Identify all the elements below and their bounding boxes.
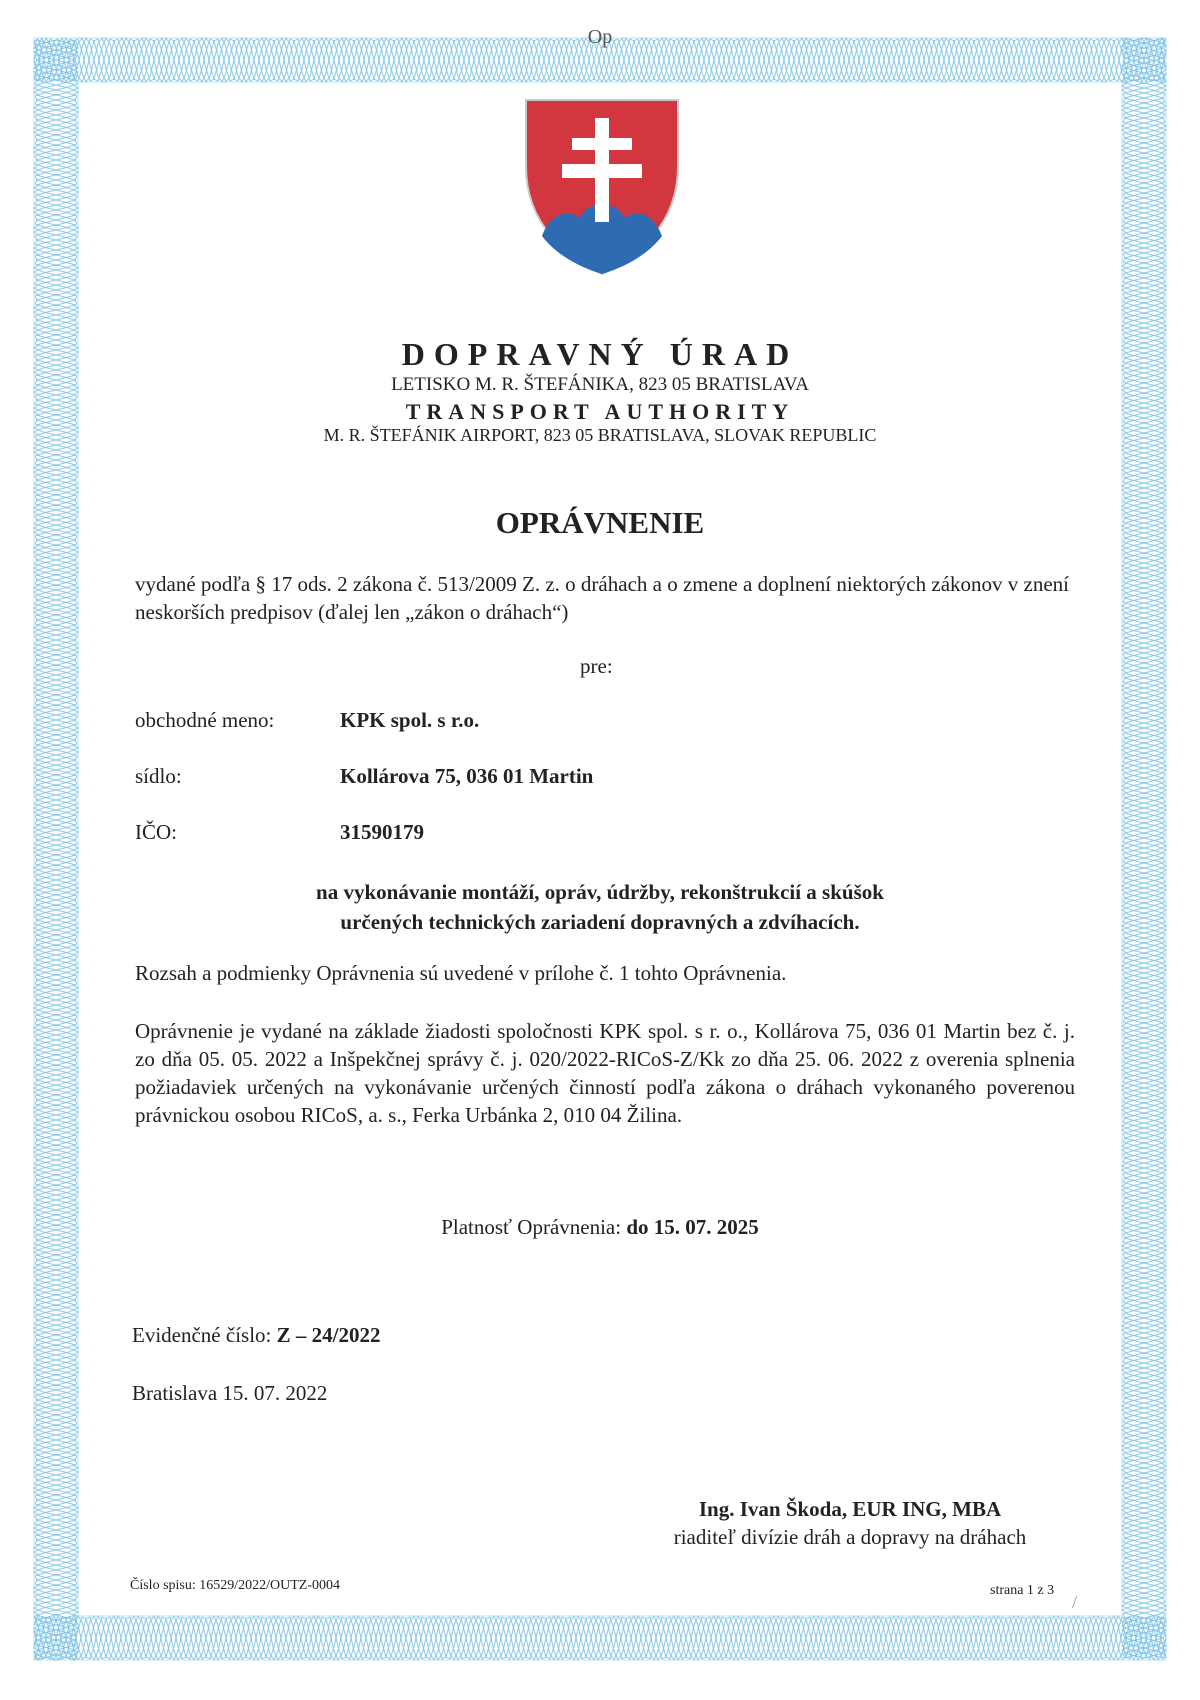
document-title: OPRÁVNENIE bbox=[495, 505, 705, 540]
business-name-label: obchodné meno: bbox=[135, 708, 275, 732]
validity-label: Platnosť Oprávnenia: bbox=[441, 1215, 622, 1239]
scope-line-1: na vykonávanie montáží, opráv, údržby, rekonštrukcií a skúšok bbox=[316, 880, 884, 904]
authority-name-en: TRANSPORT AUTHORITY bbox=[405, 399, 795, 424]
slovak-coat-of-arms-icon bbox=[522, 96, 682, 276]
ico-label: IČO: bbox=[135, 820, 177, 844]
pen-mark: / bbox=[1072, 1592, 1078, 1612]
for-label: pre: bbox=[580, 654, 613, 678]
file-number: Číslo spisu: 16529/2022/OUTZ-0004 bbox=[130, 1578, 341, 1593]
seat-label: sídlo: bbox=[135, 764, 182, 788]
signatory-role: riaditeľ divízie dráh a dopravy na dráhach bbox=[673, 1525, 1027, 1549]
scope-line-2: určených technických zariadení dopravných a zdvíhacích. bbox=[340, 910, 860, 934]
registration-label: Evidenčné číslo: bbox=[132, 1323, 272, 1347]
validity-value: do 15. 07. 2025 bbox=[626, 1215, 759, 1239]
signatory-name: Ing. Ivan Škoda, EUR ING, MBA bbox=[698, 1497, 1002, 1521]
authority-address-en: M. R. ŠTEFÁNIK AIRPORT, 823 05 BRATISLAVA, SLOVAK REPUBLIC bbox=[323, 425, 877, 445]
registration-value: Z – 24/2022 bbox=[276, 1323, 381, 1347]
page-marker: Op bbox=[587, 26, 613, 48]
business-name-value: KPK spol. s r.o. bbox=[340, 708, 480, 732]
registration-line bbox=[132, 1323, 380, 1348]
authority-name-sk: DOPRAVNÝ ÚRAD bbox=[401, 336, 799, 372]
legal-preamble: vydané podľa § 17 ods. 2 zákona č. 513/2009 Z. z. o dráhach a o zmene a doplnení niektorých zákonov v znení neskorších predpisov (ďalej len „zákon o dráhach“) bbox=[135, 572, 1069, 624]
validity-line bbox=[0, 1215, 1200, 1240]
page-number: strana 1 z 3 bbox=[990, 1583, 1055, 1598]
ico-value: 31590179 bbox=[340, 820, 424, 844]
scope-reference: Rozsah a podmienky Oprávnenia sú uvedené v prílohe č. 1 tohto Oprávnenia. bbox=[135, 961, 787, 985]
authority-address-sk: LETISKO M. R. ŠTEFÁNIKA, 823 05 BRATISLAVA bbox=[391, 374, 809, 395]
issuance-basis: Oprávnenie je vydané na základe žiadosti spoločnosti KPK spol. s r. o., Kollárova 75, 036 01 Martin bez č. j. zo dňa 05. 05. 2022 a Inšpekčnej správy č. j. 020/2022-RICoS-Z/Kk zo dňa 25. 06. 2022 z overenia splnenia požiadaviek určených na vykonávanie určených činností podľa zákona o dráhach vykonaného poverenou právnickou osobou RICoS, a. s., Ferka Urbánka 2, 010 04 Žilina. bbox=[135, 1019, 1075, 1127]
scope-of-authorization bbox=[0, 877, 1200, 937]
seat-value: Kollárova 75, 036 01 Martin bbox=[340, 764, 594, 788]
place-and-date: Bratislava 15. 07. 2022 bbox=[132, 1381, 328, 1405]
